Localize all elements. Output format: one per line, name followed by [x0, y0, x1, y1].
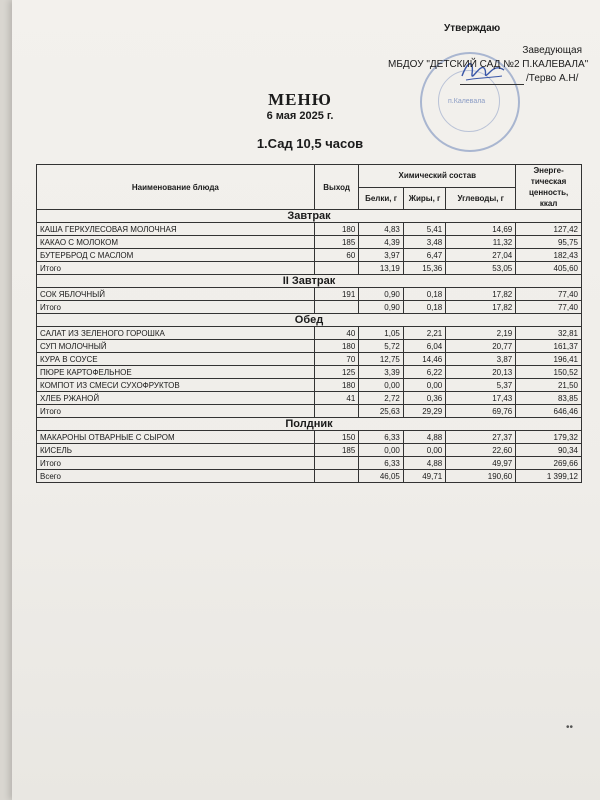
- dish-name: СОК ЯБЛОЧНЫЙ: [37, 288, 315, 301]
- proteins-value: 5,72: [359, 340, 404, 353]
- energy-value: 127,42: [516, 223, 582, 236]
- dish-name: СУП МОЛОЧНЫЙ: [37, 340, 315, 353]
- energy-value: 21,50: [516, 379, 582, 392]
- dish-output: 40: [314, 327, 359, 340]
- fats-value: 5,41: [403, 223, 445, 236]
- dish-name: КАША ГЕРКУЛЕСОВАЯ МОЛОЧНАЯ: [37, 223, 315, 236]
- header-proteins: Белки, г: [359, 187, 404, 210]
- proteins-value: 0,00: [359, 379, 404, 392]
- dish-name: КАКАО С МОЛОКОМ: [37, 236, 315, 249]
- carbs-value: 27,04: [446, 249, 516, 262]
- energy-value: 179,32: [516, 431, 582, 444]
- signature-line: [460, 84, 524, 85]
- carbs-value: 11,32: [446, 236, 516, 249]
- grand-total-output-empty: [314, 470, 359, 483]
- fats-grand-total: 49,71: [403, 470, 445, 483]
- table-row: [37, 366, 582, 379]
- table-row: [37, 223, 582, 236]
- section-header: [37, 314, 582, 327]
- fats-value: 0,00: [403, 379, 445, 392]
- energy-value: 150,52: [516, 366, 582, 379]
- grand-total-label: Всего: [37, 470, 315, 483]
- signatory-name: /Терво А.Н/: [526, 73, 579, 84]
- table-row: [37, 340, 582, 353]
- carbs-total: 53,05: [446, 262, 516, 275]
- table-row: [37, 431, 582, 444]
- section-title: Обед: [37, 314, 582, 327]
- fats-value: 14,46: [403, 353, 445, 366]
- total-row: [37, 262, 582, 275]
- table-row: [37, 379, 582, 392]
- fats-value: 6,47: [403, 249, 445, 262]
- total-label: Итого: [37, 301, 315, 314]
- proteins-value: 3,97: [359, 249, 404, 262]
- document-title: МЕНЮ: [268, 90, 332, 109]
- fats-value: 0,00: [403, 444, 445, 457]
- proteins-value: 12,75: [359, 353, 404, 366]
- dish-output: 150: [314, 431, 359, 444]
- energy-total: 269,66: [516, 457, 582, 470]
- dish-name: КОМПОТ ИЗ СМЕСИ СУХОФРУКТОВ: [37, 379, 315, 392]
- energy-value: 182,43: [516, 249, 582, 262]
- section-title: Полдник: [37, 418, 582, 431]
- energy-value: 161,37: [516, 340, 582, 353]
- carbs-total: 69,76: [446, 405, 516, 418]
- dish-name: КИСЕЛЬ: [37, 444, 315, 457]
- dish-output: 185: [314, 236, 359, 249]
- section-header: [37, 275, 582, 288]
- carbs-value: 2,19: [446, 327, 516, 340]
- carbs-value: 3,87: [446, 353, 516, 366]
- carbs-value: 27,37: [446, 431, 516, 444]
- dish-output: 180: [314, 340, 359, 353]
- dish-output: 191: [314, 288, 359, 301]
- org-name: МБДОУ "ДЕТСКИЙ САД №2 П.КАЛЕВАЛА": [388, 59, 589, 70]
- energy-total: 646,46: [516, 405, 582, 418]
- menu-table-body: [37, 210, 582, 483]
- dish-output: 125: [314, 366, 359, 379]
- carbs-value: 14,69: [446, 223, 516, 236]
- table-row: [37, 249, 582, 262]
- header-dish-name: Наименование блюда: [37, 165, 315, 210]
- section-header: [37, 210, 582, 223]
- grand-total-row: [37, 470, 582, 483]
- total-label: Итого: [37, 405, 315, 418]
- group-name: 1.Сад 10,5 часов: [256, 136, 364, 151]
- energy-value: 95,75: [516, 236, 582, 249]
- energy-value: 90,34: [516, 444, 582, 457]
- energy-value: 83,85: [516, 392, 582, 405]
- energy-value: 32,81: [516, 327, 582, 340]
- carbs-total: 49,97: [446, 457, 516, 470]
- proteins-value: 6,33: [359, 431, 404, 444]
- section-title: II Завтрак: [37, 275, 582, 288]
- carbs-value: 20,13: [446, 366, 516, 379]
- total-output-empty: [314, 405, 359, 418]
- energy-grand-total: 1 399,12: [516, 470, 582, 483]
- total-label: Итого: [37, 262, 315, 275]
- header-fats: Жиры, г: [403, 187, 445, 210]
- dish-output: 70: [314, 353, 359, 366]
- carbs-value: 20,77: [446, 340, 516, 353]
- table-row: [37, 288, 582, 301]
- total-output-empty: [314, 262, 359, 275]
- total-label: Итого: [37, 457, 315, 470]
- energy-value: 77,40: [516, 288, 582, 301]
- section-title: Завтрак: [37, 210, 582, 223]
- dish-name: САЛАТ ИЗ ЗЕЛЕНОГО ГОРОШКА: [37, 327, 315, 340]
- header-energy: Энерге-тическая ценность, ккал: [516, 165, 582, 210]
- proteins-value: 0,00: [359, 444, 404, 457]
- table-row: [37, 327, 582, 340]
- page-mark: ••: [566, 722, 574, 733]
- carbs-value: 17,43: [446, 392, 516, 405]
- header-output: Выход: [314, 165, 359, 210]
- position-label: Заведующая: [522, 45, 582, 56]
- carbs-grand-total: 190,60: [446, 470, 516, 483]
- proteins-value: 4,39: [359, 236, 404, 249]
- fats-total: 15,36: [403, 262, 445, 275]
- header-chemical-composition: Химический состав: [359, 165, 516, 188]
- proteins-total: 25,63: [359, 405, 404, 418]
- fats-value: 6,04: [403, 340, 445, 353]
- dish-name: ПЮРЕ КАРТОФЕЛЬНОЕ: [37, 366, 315, 379]
- proteins-grand-total: 46,05: [359, 470, 404, 483]
- proteins-total: 6,33: [359, 457, 404, 470]
- table-row: [37, 353, 582, 366]
- approve-label: Утверждаю: [444, 23, 501, 34]
- fats-value: 0,18: [403, 288, 445, 301]
- fats-value: 3,48: [403, 236, 445, 249]
- proteins-value: 2,72: [359, 392, 404, 405]
- header-carbs: Углеводы, г: [446, 187, 516, 210]
- dish-output: 180: [314, 379, 359, 392]
- total-output-empty: [314, 301, 359, 314]
- carbs-value: 17,82: [446, 288, 516, 301]
- carbs-total: 17,82: [446, 301, 516, 314]
- dish-name: КУРА В СОУСЕ: [37, 353, 315, 366]
- fats-value: 0,36: [403, 392, 445, 405]
- fats-value: 2,21: [403, 327, 445, 340]
- table-row: [37, 392, 582, 405]
- dish-output: 41: [314, 392, 359, 405]
- carbs-value: 22,60: [446, 444, 516, 457]
- energy-total: 77,40: [516, 301, 582, 314]
- total-output-empty: [314, 457, 359, 470]
- total-row: [37, 457, 582, 470]
- fats-total: 29,29: [403, 405, 445, 418]
- proteins-value: 4,83: [359, 223, 404, 236]
- dish-output: 185: [314, 444, 359, 457]
- stamp-text: п.Калевала: [448, 98, 486, 105]
- menu-table: [36, 164, 582, 483]
- dish-name: МАКАРОНЫ ОТВАРНЫЕ С СЫРОМ: [37, 431, 315, 444]
- fats-value: 6,22: [403, 366, 445, 379]
- proteins-value: 3,39: [359, 366, 404, 379]
- carbs-value: 5,37: [446, 379, 516, 392]
- table-row: [37, 444, 582, 457]
- energy-value: 196,41: [516, 353, 582, 366]
- dish-output: 180: [314, 223, 359, 236]
- dish-output: 60: [314, 249, 359, 262]
- menu-date: 6 мая 2025 г.: [266, 110, 334, 122]
- section-header: [37, 418, 582, 431]
- total-row: [37, 405, 582, 418]
- fats-total: 0,18: [403, 301, 445, 314]
- table-row: [37, 236, 582, 249]
- fats-total: 4,88: [403, 457, 445, 470]
- energy-total: 405,60: [516, 262, 582, 275]
- proteins-total: 0,90: [359, 301, 404, 314]
- proteins-value: 1,05: [359, 327, 404, 340]
- dish-name: БУТЕРБРОД С МАСЛОМ: [37, 249, 315, 262]
- proteins-value: 0,90: [359, 288, 404, 301]
- total-row: [37, 301, 582, 314]
- dish-name: ХЛЕБ РЖАНОЙ: [37, 392, 315, 405]
- fats-value: 4,88: [403, 431, 445, 444]
- proteins-total: 13,19: [359, 262, 404, 275]
